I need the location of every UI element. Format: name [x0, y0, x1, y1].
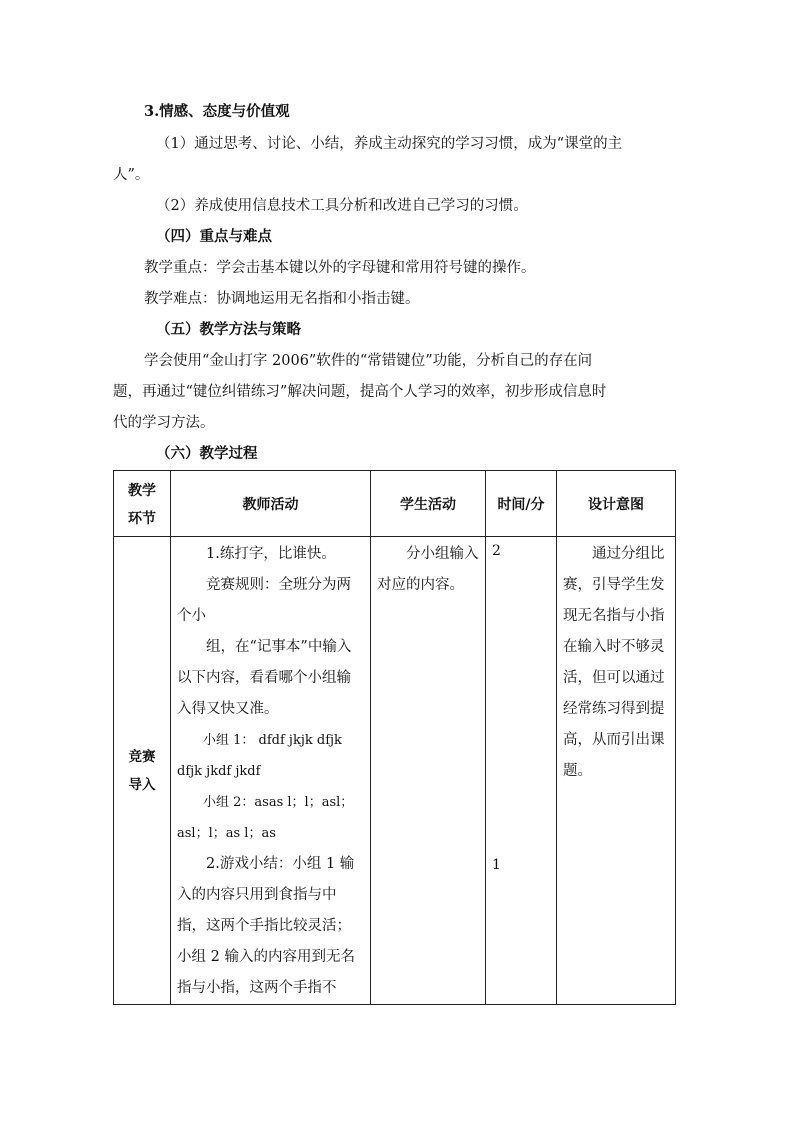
heading-process: （六）教学过程	[156, 445, 258, 462]
method-text-2: 题，再通过“键位纠错练习”解决问题，提高个人学习的效率，初步形成信息时	[113, 384, 607, 400]
time-cell	[486, 537, 557, 1005]
header-design: 设计意图	[557, 471, 676, 537]
time-value-1: 2	[492, 543, 501, 559]
student-activity-cell: 分小组输入对应的内容。	[371, 537, 486, 1005]
teacher-rule-cont: 组，在“记事本”中输入以下内容，看看哪个小组输入得又快又准。	[177, 639, 352, 717]
method-text-1: 学会使用“金山打字 2006”软件的“常错键位”功能，分析自己的存在问	[144, 353, 593, 369]
key-point: 教学重点：学会击基本键以外的字母键和常用符号键的操作。	[144, 260, 536, 276]
teacher-step-1: 1.练打字，比谁快。	[206, 546, 336, 562]
segment-cell: 竞赛 导入	[114, 537, 171, 1005]
header-time: 时间/分	[486, 471, 557, 537]
teacher-rule: 竞赛规则：全班分为两个小	[177, 577, 351, 624]
goal-item-1-cont: 人”。	[113, 167, 150, 183]
time-value-2: 1	[492, 857, 501, 873]
header-segment: 教学 环节	[114, 471, 171, 537]
goal-item-1: （1）通过思考、讨论、小结，养成主动探究的学习习惯，成为“课堂的主	[156, 136, 623, 152]
heading-methods: （五）教学方法与策略	[156, 321, 301, 338]
teacher-group-1: 小组 1： dfdf jkjk dfjk dfjk jkdf jkdf	[177, 733, 342, 779]
header-student: 学生活动	[371, 471, 486, 537]
goal-item-2: （2）养成使用信息技术工具分析和改进自己学习的习惯。	[156, 198, 528, 214]
heading-affective-goals: 3.情感、态度与价值观	[144, 103, 290, 120]
design-intent-cell: 通过分组比赛，引导学生发现无名指与小指在输入时不够灵活，但可以通过经常练习得到提高，从而引出课题。	[557, 537, 676, 1005]
header-teacher: 教师活动	[171, 471, 371, 537]
teacher-group-2: 小组 2：asas l；l；asl；asl；l；as l；as	[177, 795, 354, 841]
difficulty-point: 教学难点：协调地运用无名指和小指击键。	[144, 291, 420, 307]
teacher-activity-cell	[171, 537, 371, 1005]
heading-key-difficult: （四）重点与难点	[156, 228, 272, 245]
method-text-3: 代的学习方法。	[113, 415, 215, 431]
teacher-step-2: 2.游戏小结：小组 1 输入的内容只用到食指与中指，这两个手指比较灵活；小组 2 输入的内容用到无名指与小指，这两个手指不	[177, 856, 355, 996]
teaching-process-table	[113, 470, 676, 1005]
